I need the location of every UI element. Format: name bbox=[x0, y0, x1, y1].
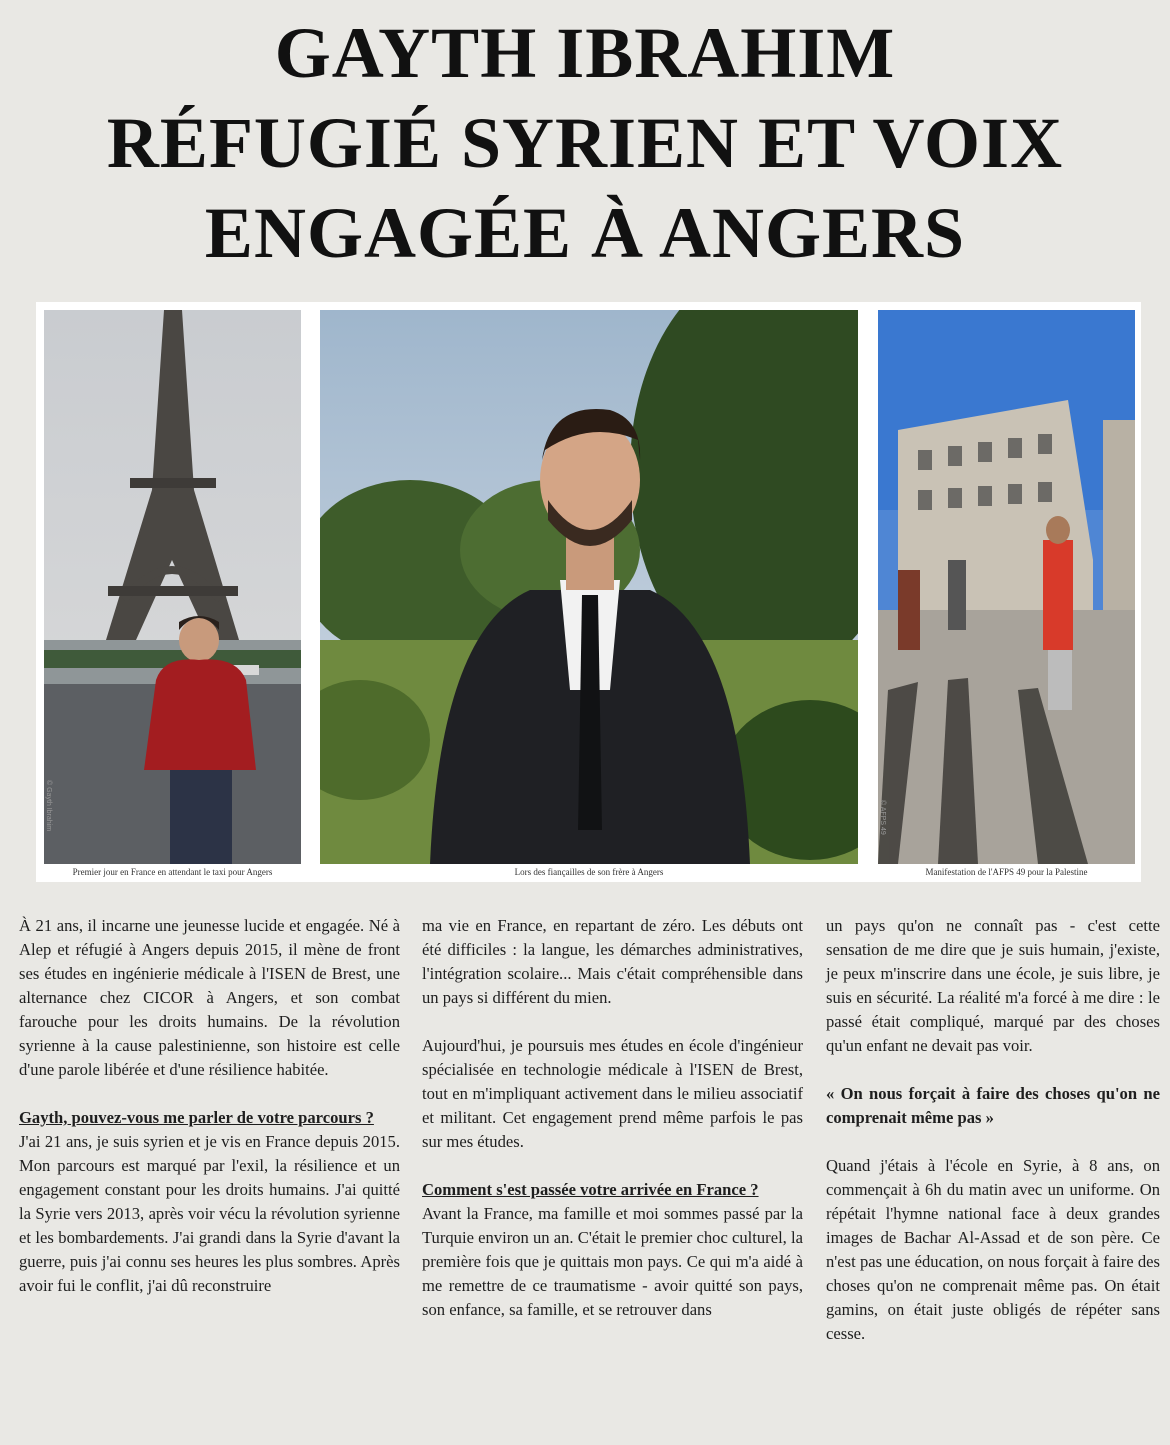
headline-line-1: GAYTH IBRAHIM bbox=[274, 13, 896, 93]
answer-2: Avant la France, ma famille et moi sommes passé par la Turquie environ un an. C'était le premier choc culturel, la première fois que je quittais mon pays. Ce qui m'a aidé à me remettre de ce traumatisme - avoir quitté son pays, son enfance, sa famille, et se retrouver dans bbox=[422, 1204, 803, 1319]
photo-credit-right: © AFPS 49 bbox=[879, 800, 886, 835]
answer-2-continued: un pays qu'on ne connaît pas - c'est cette sensation de me dire que je suis humain, j'existe, je peux m'inscrire dans une école, je suis libre, je suis en sécurité. La réalité m'a forcé à me dire : le passé était compliqué, marqué par des choses qu'un enfant ne devait pas voir. bbox=[826, 916, 1160, 1055]
article-intro: À 21 ans, il incarne une jeunesse lucide et engagée. Né à Alep et réfugié à Angers depuis 2015, il mène de front ses études en ingénierie médicale à l'ISEN de Brest, une alternance chez CICOR à Angers, et son combat farouche pour les droits humains. De la révolution syrienne à la cause palestinienne, son histoire est celle d'une parole libérée et d'une résilience habitée. bbox=[19, 916, 400, 1079]
caption-right: Manifestation de l'AFPS 49 pour la Palestine bbox=[925, 867, 1088, 877]
article-column-3 bbox=[826, 914, 1160, 1346]
answer-1-paragraph-2: Aujourd'hui, je poursuis mes études en école d'ingénieur spécialisée en technologie médicale à l'ISEN de Brest, tout en m'impliquant activement dans le milieu associatif et militant. Cet engagement prend même parfois le pas sur mes études. bbox=[422, 1036, 803, 1151]
photo-credit-left: © Gayth Ibrahim bbox=[45, 780, 52, 832]
answer-3: Quand j'étais à l'école en Syrie, à 8 ans, on commençait à 6h du matin avec un uniforme. On répétait l'hymne national face à deux grandes images de Bachar Al-Assad et de son père. Ce n'est pas une éducation, on nous forçait à faire des choses qu'on ne comprenait même pas. On était gamins, on était juste obligés de répéter sans cesse. bbox=[826, 1156, 1160, 1343]
headline bbox=[0, 8, 1170, 278]
photo-eiffel-tower bbox=[44, 310, 301, 864]
article-column-1 bbox=[19, 914, 400, 1298]
pull-quote: « On nous forçait à faire des choses qu'on ne comprenait même pas » bbox=[826, 1084, 1160, 1127]
answer-1-continued: ma vie en France, en repartant de zéro. Les débuts ont été difficiles : la langue, les démarches administratives, l'intégration scolaire... Mais c'était compréhensible dans un pays si différent du mien. bbox=[422, 916, 803, 1007]
photo-strip bbox=[36, 302, 1141, 882]
question-2: Comment s'est passée votre arrivée en France ? bbox=[422, 1180, 759, 1199]
headline-line-3: ENGAGÉE À ANGERS bbox=[204, 193, 966, 273]
question-1: Gayth, pouvez-vous me parler de votre parcours ? bbox=[19, 1108, 374, 1127]
caption-center: Lors des fiançailles de son frère à Angers bbox=[514, 867, 664, 877]
caption-left: Premier jour en France en attendant le taxi pour Angers bbox=[72, 867, 273, 877]
photo-portrait bbox=[320, 310, 858, 864]
photo-demonstration bbox=[878, 310, 1135, 864]
answer-1: J'ai 21 ans, je suis syrien et je vis en France depuis 2015. Mon parcours est marqué par l'exil, la résilience et un engagement constant pour les droits humains. J'ai quitté la Syrie vers 2013, après voir vécu la révolution syrienne et les bombardements. J'ai grandi dans la Syrie d'avant la guerre, puis j'ai connu ses heures les plus sombres. Après avoir fui le conflit, j'ai dû reconstruire bbox=[19, 1132, 400, 1295]
article-column-2 bbox=[422, 914, 803, 1322]
headline-line-2: RÉFUGIÉ SYRIEN ET VOIX bbox=[106, 103, 1064, 183]
